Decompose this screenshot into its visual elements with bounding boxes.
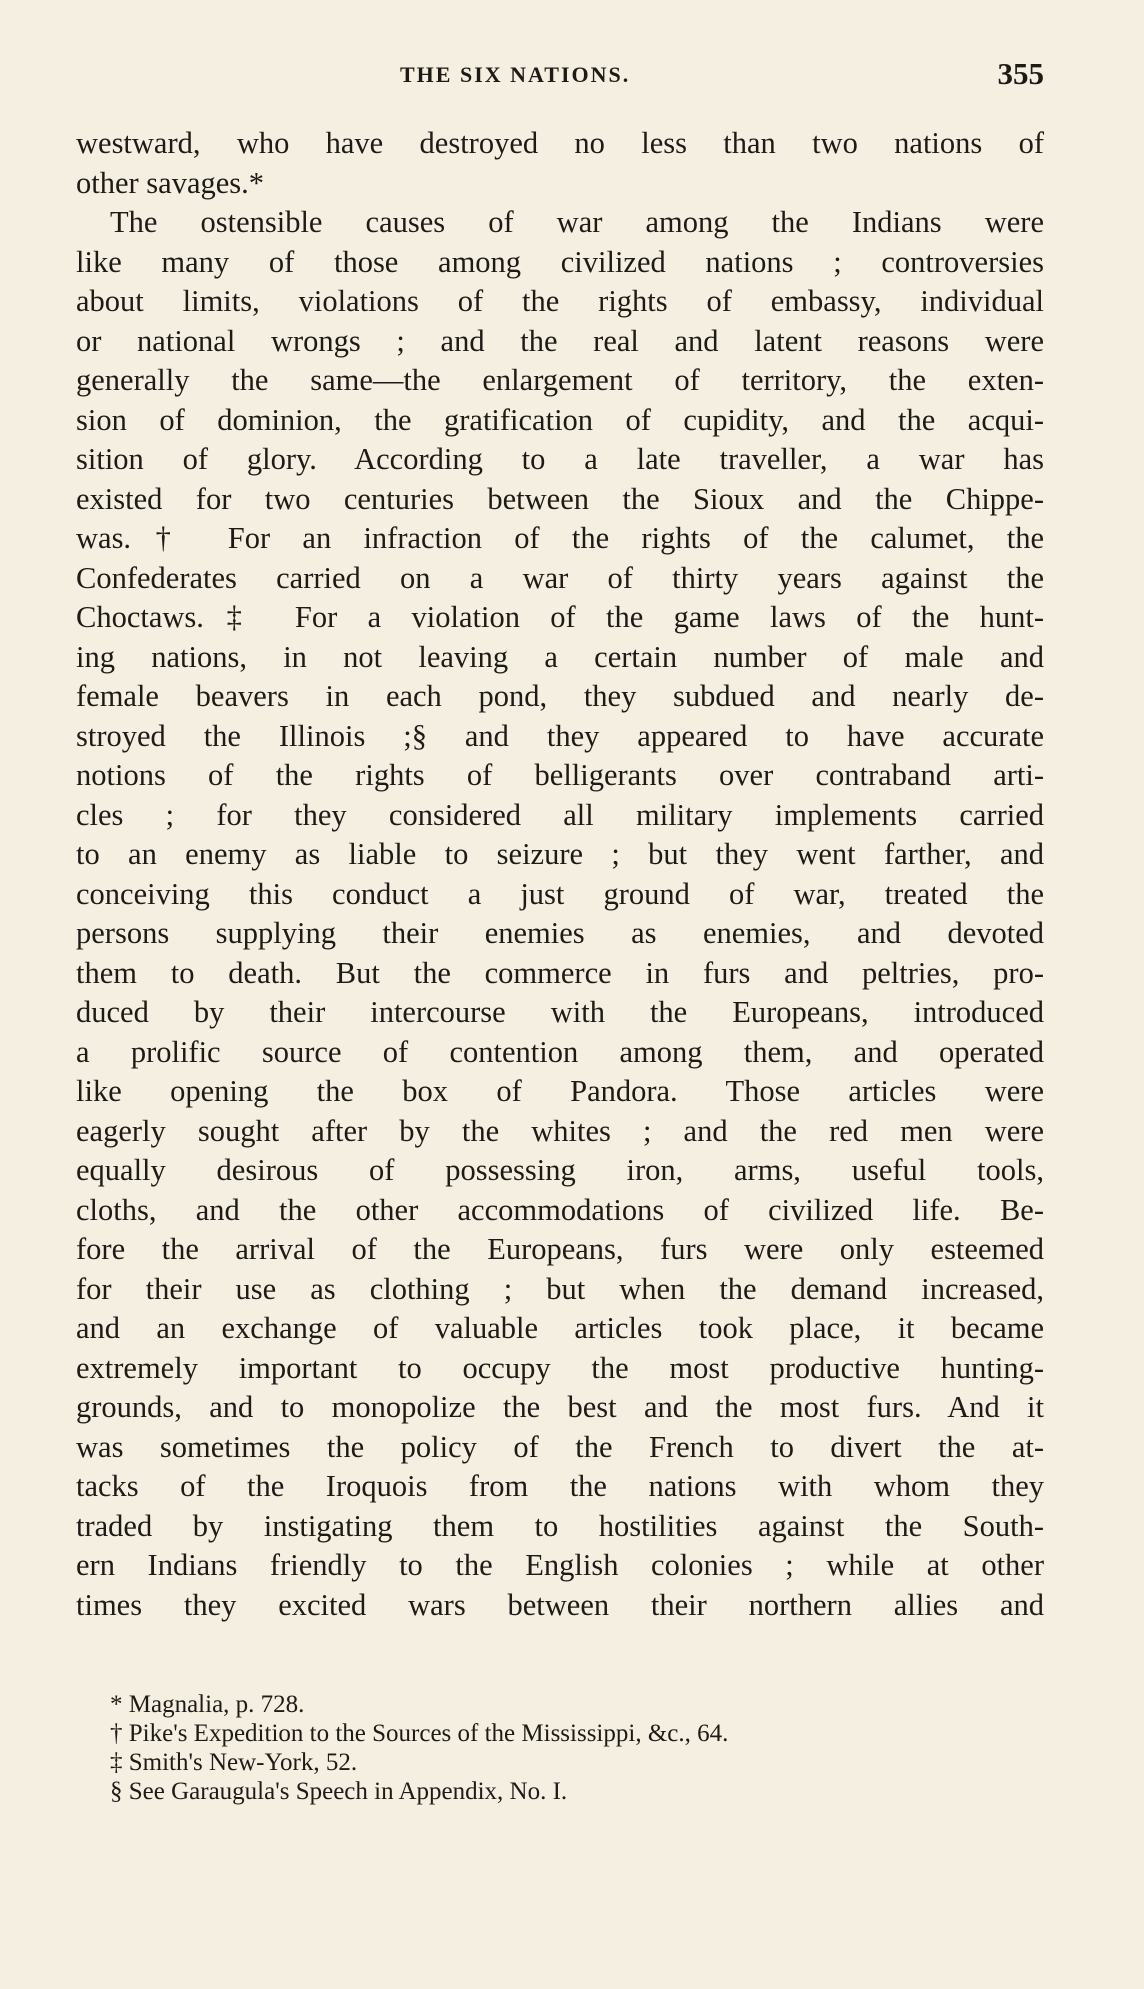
text-line: traded by instigating them to hostilities against the South- (76, 1508, 1044, 1543)
text-line: was sometimes the policy of the French to divert the at- (76, 1429, 1044, 1464)
text-line: for their use as clothing ; but when the demand increased, (76, 1271, 1044, 1306)
text-line: ern Indians friendly to the English colonies ; while at other (76, 1548, 1044, 1582)
text-line: like opening the box of Pandora. Those articles were (76, 1074, 1044, 1108)
text-line: and an exchange of valuable articles took place, it became (76, 1311, 1044, 1345)
text-line: fore the arrival of the Europeans, furs were only esteemed (76, 1232, 1044, 1266)
text-line: westward, who have destroyed no less than two nations of (76, 126, 1044, 160)
text-line: a prolific source of contention among them, and operated (76, 1034, 1044, 1069)
text-line: grounds, and to monopolize the best and the most furs. And it (76, 1390, 1044, 1424)
text-line: or national wrongs ; and the real and latent reasons were (76, 323, 1044, 358)
footnote: § See Garaugula's Speech in Appendix, No. I. (110, 1778, 568, 1805)
text-line: was.† For an infraction of the rights of the calumet, the (76, 521, 1044, 555)
footnote: † Pike's Expedition to the Sources of the Mississippi, &c., 64. (110, 1720, 729, 1747)
text-line: female beavers in each pond, they subdued and nearly de- (76, 679, 1044, 713)
text-line: persons supplying their enemies as enemies, and devoted (76, 916, 1044, 950)
footnote: ‡ Smith's New-York, 52. (110, 1749, 358, 1776)
text-line: cloths, and the other accommodations of civilized life. Be- (76, 1192, 1044, 1227)
text-line: The ostensible causes of war among the Indians were (110, 205, 1044, 239)
running-head (76, 56, 1044, 100)
text-line: Confederates carried on a war of thirty years against the (76, 560, 1044, 595)
footnote: * Magnalia, p. 728. (110, 1691, 305, 1718)
text-line: times they excited wars between their northern allies and (76, 1587, 1044, 1622)
text-line: sion of dominion, the gratification of cupidity, and the acqui- (76, 402, 1044, 437)
page-number: 355 (997, 56, 1044, 91)
text-line: cles ; for they considered all military implements carried (76, 797, 1044, 832)
footnotes (110, 1690, 990, 1806)
text-line: to an enemy as liable to seizure ; but they went farther, and (76, 837, 1044, 871)
body-text (76, 124, 1044, 1625)
text-line: like many of those among civilized nations ; controversies (76, 244, 1044, 279)
text-line: ing nations, in not leaving a certain number of male and (76, 639, 1044, 674)
text-line: notions of the rights of belligerants over contraband arti- (76, 758, 1044, 792)
text-line: other savages.* (76, 165, 265, 200)
text-line: Choctaws.‡ For a violation of the game laws of the hunt- (76, 600, 1044, 634)
text-line: eagerly sought after by the whites ; and the red men were (76, 1113, 1044, 1148)
text-line: about limits, violations of the rights of embassy, individual (76, 284, 1044, 318)
text-line: equally desirous of possessing iron, arms, useful tools, (76, 1153, 1044, 1187)
text-line: extremely important to occupy the most productive hunting- (76, 1350, 1044, 1385)
text-line: tacks of the Iroquois from the nations with whom they (76, 1469, 1044, 1503)
running-title: THE SIX NATIONS. (400, 62, 631, 87)
text-line: them to death. But the commerce in furs and peltries, pro- (76, 955, 1044, 990)
text-line: sition of glory. According to a late traveller, a war has (76, 442, 1044, 476)
text-line: conceiving this conduct a just ground of war, treated the (76, 876, 1044, 911)
text-line: existed for two centuries between the Sioux and the Chippe- (76, 481, 1044, 516)
text-line: stroyed the Illinois ;§ and they appeared to have accurate (76, 718, 1044, 753)
text-line: duced by their intercourse with the Europeans, introduced (76, 995, 1044, 1029)
text-line: generally the same—the enlargement of territory, the exten- (76, 363, 1044, 397)
